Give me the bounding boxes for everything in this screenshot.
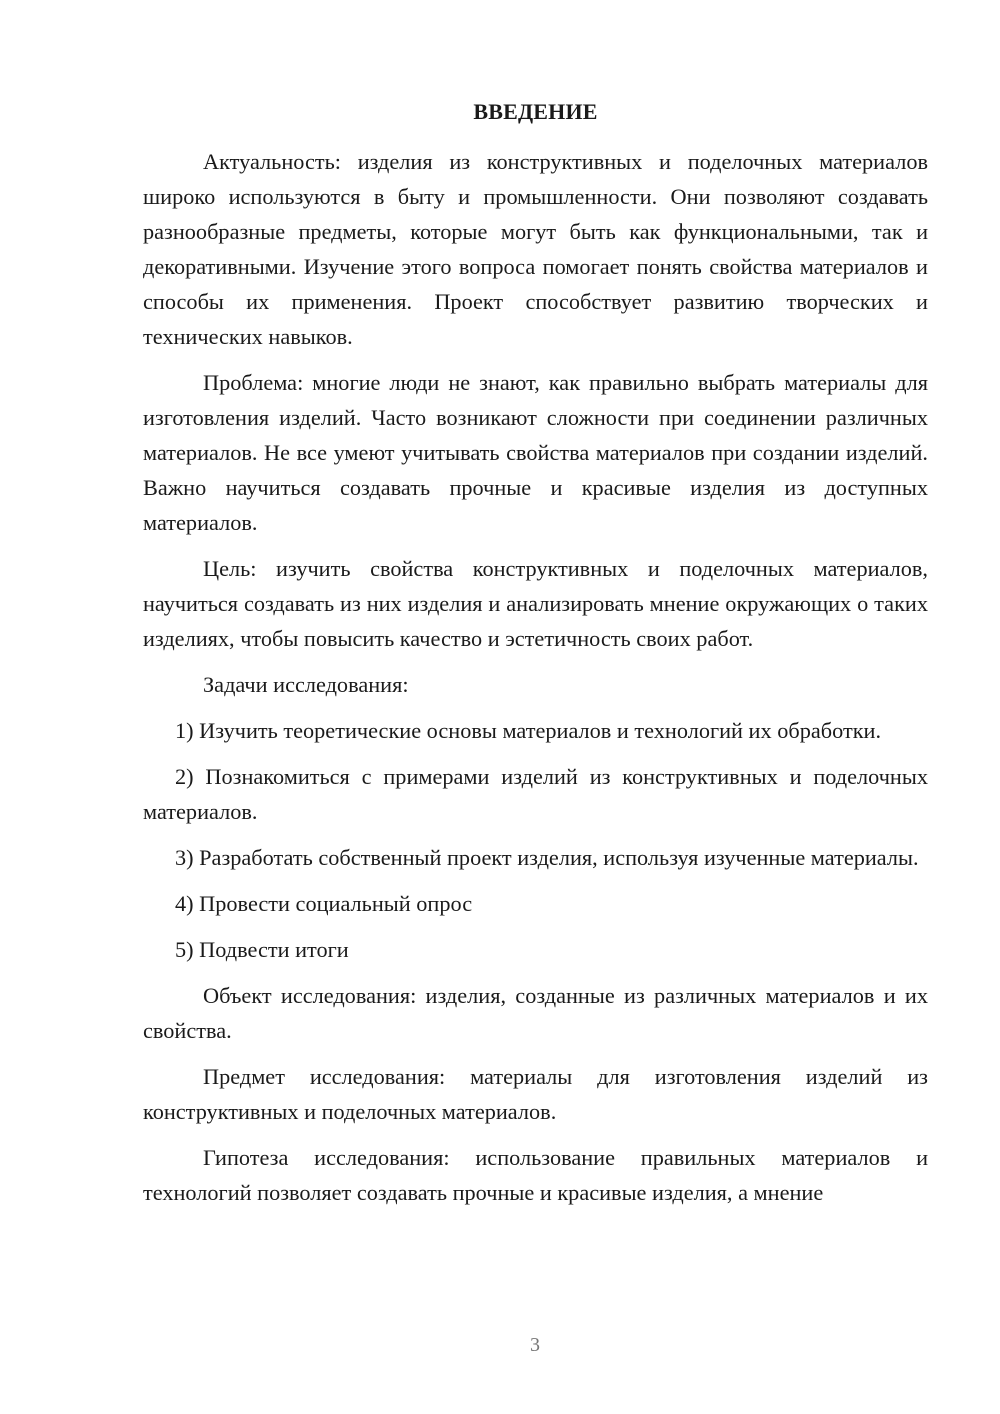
- paragraph-subject: Предмет исследования: материалы для изготовления изделий из конструктивных и поделочных материалов.: [143, 1064, 928, 1124]
- task-item: 2) Познакомиться с примерами изделий из конструктивных и поделочных материалов.: [143, 764, 928, 824]
- task-item: 1) Изучить теоретические основы материалов и технологий их обработки.: [175, 718, 882, 743]
- task-item: 3) Разработать собственный проект изделия, используя изученные материалы.: [175, 845, 919, 870]
- task-item: 5) Подвести итоги: [175, 937, 349, 962]
- paragraph-problem: Проблема: многие люди не знают, как правильно выбрать материалы для изготовления изделий. Часто возникают сложности при соединении различных материалов. Не все умеют учитывать свойства материалов при создании изделий. Важно научиться создавать прочные и красивые изделия из доступных материалов.: [143, 370, 928, 535]
- page-number: 3: [530, 1334, 540, 1356]
- paragraph-hypothesis: Гипотеза исследования: использование правильных материалов и технологий позволяет создавать прочные и красивые изделия, а мнение: [143, 1145, 928, 1205]
- paragraph-tasks-heading: Задачи исследования:: [203, 672, 409, 697]
- page-content: [143, 94, 928, 1221]
- paragraph-relevance: Актуальность: изделия из конструктивных и поделочных материалов широко используются в быту и промышленности. Они позволяют создавать разнообразные предметы, которые могут быть как функциональными, так и декоративными. Изучение этого вопроса помогает понять свойства материалов и способы их применения. Проект способствует развитию творческих и технических навыков.: [143, 149, 928, 349]
- paragraph-goal: Цель: изучить свойства конструктивных и поделочных материалов, научиться создавать из них изделия и анализировать мнение окружающих о таких изделиях, чтобы повысить качество и эстетичность своих работ.: [143, 556, 928, 651]
- task-item: 4) Провести социальный опрос: [175, 891, 473, 916]
- paragraph-object: Объект исследования: изделия, созданные из различных материалов и их свойства.: [143, 983, 928, 1043]
- page-title: ВВЕДЕНИЕ: [473, 99, 598, 124]
